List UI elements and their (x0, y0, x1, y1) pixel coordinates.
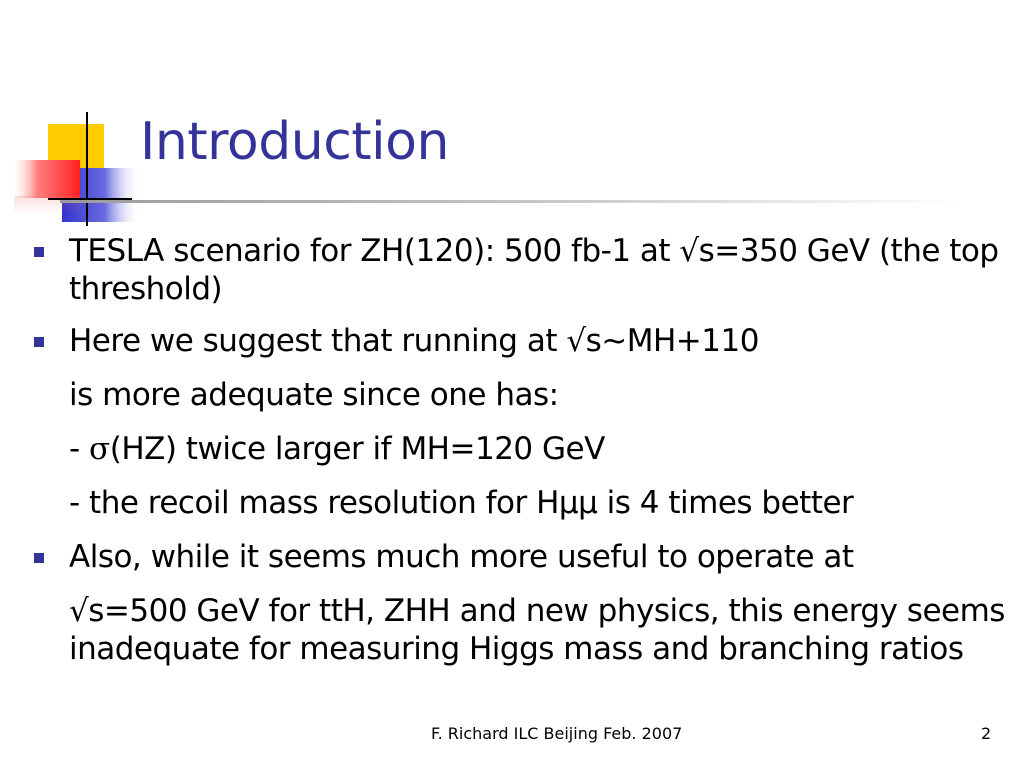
continuation-line: is more adequate since one has: (69, 377, 559, 413)
slide-title: Introduction (140, 112, 449, 172)
continuation-line (30, 430, 1010, 468)
bullet-text: TESLA scenario for ZH(120): 500 fb-1 at √s=350 GeV (the top threshold) (69, 233, 999, 307)
bullet-item (30, 232, 1010, 308)
continuation-text: (HZ) twice larger if MH=120 GeV (109, 431, 605, 467)
bullet-item (30, 538, 1010, 576)
slide-body (30, 232, 1010, 668)
bullet-square-icon (34, 337, 44, 347)
sigma-symbol: σ (89, 431, 110, 467)
title-underline (60, 200, 960, 203)
bullet-text: Here we suggest that running at √s~MH+110 (69, 323, 759, 359)
continuation-line: - the recoil mass resolution for Hμμ is 4 times better (69, 485, 854, 521)
title-decoration (0, 0, 160, 230)
bullet-square-icon (34, 553, 44, 563)
bullet-square-icon (34, 247, 44, 257)
footer-text: F. Richard ILC Beijing Feb. 2007 (431, 724, 683, 743)
page-number: 2 (981, 724, 992, 743)
dash-prefix: - (69, 431, 90, 467)
red-square (14, 160, 80, 198)
continuation-line: √s=500 GeV for ttH, ZHH and new physics, this energy seems inadequate for measuring Higgs mass and branching ratios (69, 593, 1005, 667)
bullet-item (30, 322, 1010, 360)
bullet-text: Also, while it seems much more useful to operate at (69, 539, 854, 575)
